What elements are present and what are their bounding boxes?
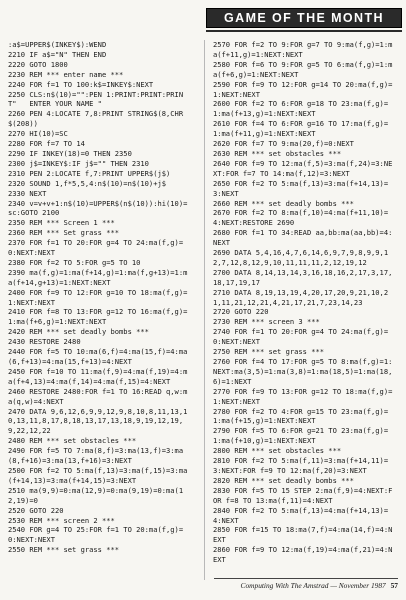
code-line: 2470 DATA 9,6,12,6,9,9,12,9,8,10,8,11,13,10,13,11,8,17,8,18,13,17,13,18,9,19,12,19,9,22,12,22 xyxy=(8,406,188,436)
code-line: 2850 FOR f=15 TO 18:ma(7,f)=4:ma(14,f)=4:NEXT xyxy=(213,525,393,545)
code-line: 2760 FOR f=4 TO 17:FOR g=5 TO 8:ma(f,g)=1:NEXT:ma(3,5)=1:ma(3,8)=1:ma(18,5)=1:ma(18,6)=1:NEXT xyxy=(213,357,393,386)
code-line: 2810 FOR f=2 TO 5:ma(f,11)=3:ma(f+14,11)=3:NEXT:FOR f=9 TO 12:ma(f,20)=3:NEXT xyxy=(213,456,389,475)
code-line: 2320 SOUND 1,f*5,5,4:n$(10)=n$(10)+j$ xyxy=(8,178,167,188)
code-line: 2590 FOR f=9 TO 12:FOR g=14 TO 20:ma(f,g)=1:NEXT:NEXT xyxy=(213,79,393,99)
footer-rule xyxy=(214,578,398,579)
code-line: 2400 FOR f=9 TO 12:FOR g=10 TO 18:ma(f,g)=1:NEXT:NEXT xyxy=(8,287,188,307)
code-line: 2430 RESTORE 2480 xyxy=(8,337,81,347)
code-line: 2660 REM *** set deadly bombs *** xyxy=(213,198,354,208)
code-line: 2680 FOR f=1 TO 34:READ aa,bb:ma(aa,bb)=4:NEXT xyxy=(213,228,393,248)
column-divider xyxy=(204,40,205,580)
code-line: 2610 FOR f=4 TO 6:FOR g=16 TO 17:ma(f,g)=1:ma(f+11,g)=1:NEXT:NEXT xyxy=(213,119,389,139)
code-line: 2240 FOR f=1 TO 100:k$=INKEY$:NEXT xyxy=(8,79,154,89)
section-title: GAME OF THE MONTH xyxy=(224,11,384,25)
code-line: 2230 REM *** enter name *** xyxy=(8,69,124,79)
code-line: 2650 FOR f=2 TO 5:ma(f,13)=3:ma(f+14,13)=3:NEXT xyxy=(213,178,389,198)
code-line: 2710 DATA 8,19,13,19,4,20,17,20,9,21,10,21,11,21,12,21,4,21,17,21,7,23,14,23 xyxy=(213,287,389,307)
code-line: 2440 FOR f=5 TO 10:ma(6,f)=4:ma(15,f)=4:ma(6,f+13)=4:ma(15,f+13)=4:NEXT xyxy=(8,347,188,366)
code-line: 2310 PEN 2:LOCATE f,7:PRINT UPPER$(j$) xyxy=(8,168,171,178)
code-line: 2370 FOR f=1 TO 20:FOR g=4 TO 24:ma(f,g)=0:NEXT:NEXT xyxy=(8,238,184,258)
code-line: 2250 CLS:n$(10)="":PEN 1:PRINT:PRINT:PRINT" ENTER YOUR NAME " xyxy=(8,89,184,109)
code-line: 2490 FOR f=5 TO 7:ma(8,f)=3:ma(13,f)=3:ma(8,f+16)=3:ma(13,f+16)=3:NEXT xyxy=(8,446,184,466)
code-line: 2800 REM *** set obstacles *** xyxy=(213,446,342,456)
code-line: 2640 FOR f=9 TO 12:ma(f,5)=3:ma(f,24)=3:NEXT:FOR f=7 TO 14:ma(f,12)=3:NEXT xyxy=(213,158,393,178)
code-line: 2210 IF a$="N" THEN END xyxy=(8,49,107,59)
code-line: 2330 NEXT xyxy=(8,188,47,198)
page-footer xyxy=(241,581,398,590)
code-line: 2580 FOR f=6 TO 9:FOR g=5 TO 6:ma(f,g)=1:ma(f+6,g)=1:NEXT:NEXT xyxy=(213,59,393,79)
code-line: 2530 REM *** screen 2 *** xyxy=(8,515,115,525)
code-line: 2750 REM *** set grass *** xyxy=(213,347,325,357)
code-line: 2520 GOTO 220 xyxy=(8,505,64,515)
code-line: 2820 REM *** set deadly bombs *** xyxy=(213,475,354,485)
program-listing-right-column xyxy=(213,40,395,565)
code-line: :a$=UPPER$(INKEY$):WEND xyxy=(8,40,107,49)
code-line: 2600 FOR f=2 TO 6:FOR g=18 TO 23:ma(f,g)=1:ma(f+13,g)=1:NEXT:NEXT xyxy=(213,99,389,119)
code-line: 2290 IF INKEY(18)=0 THEN 2350 xyxy=(8,148,132,158)
code-line: 2280 FOR f=7 TO 14 xyxy=(8,139,85,149)
code-line: 2390 ma(f,g)=1:ma(f+14,g)=1:ma(f,g+13)=1:ma(f+14,g+13)=1:NEXT:NEXT xyxy=(8,267,188,287)
code-line: 2670 FOR f=2 TO 8:ma(f,10)=4:ma(f+11,10)=4:NEXT:RESTORE 2690 xyxy=(213,208,389,228)
code-line: 2540 FOR g=4 TO 25:FOR f=1 TO 20:ma(f,g)=0:NEXT:NEXT xyxy=(8,525,184,545)
code-line: 2620 FOR f=7 TO 9:ma(20,f)=0:NEXT xyxy=(213,139,354,149)
code-line: 2410 FOR f=8 TO 13:FOR g=12 TO 16:ma(f,g)=1:ma(f+6,g)=1:NEXT:NEXT xyxy=(8,307,188,327)
program-listing-left-column xyxy=(8,40,190,555)
code-line: 2740 FOR f=1 TO 20:FOR g=4 TO 24:ma(f,g)=0:NEXT:NEXT xyxy=(213,327,389,347)
code-line: 2340 v=v+v+1:n$(10)=UPPER$(n$(10)):hi(10)=sc:GOTO 2100 xyxy=(8,198,188,218)
banner-underline xyxy=(206,30,402,32)
code-line: 2460 RESTORE 2480:FOR f=1 TO 16:READ q,w:ma(q,w)=4:NEXT xyxy=(8,386,188,406)
code-line: 2300 j$=INKEY$:IF j$="" THEN 2310 xyxy=(8,158,149,168)
code-line: 2550 REM *** set grass *** xyxy=(8,545,120,555)
code-line: 2350 REM *** Screen 1 *** xyxy=(8,218,115,228)
code-line: 2790 FOR f=5 TO 6:FOR g=21 TO 23:ma(f,g)=1:ma(f+10,g)=1:NEXT:NEXT xyxy=(213,426,389,446)
page-number: 57 xyxy=(390,581,398,590)
code-line: 2450 FOR f=10 TO 11:ma(f,9)=4:ma(f,19)=4:ma(f+4,13)=4:ma(f,14)=4:ma(f,15)=4:NEXT xyxy=(8,366,188,386)
code-line: 2570 FOR f=2 TO 9:FOR g=7 TO 9:ma(f,g)=1:ma(f+11,g)=1:NEXT:NEXT xyxy=(213,40,393,59)
code-line: 2220 GOTO 1800 xyxy=(8,59,68,69)
code-line: 2380 FOR f=2 TO 5:FOR g=5 TO 10 xyxy=(8,257,141,267)
code-line: 2770 FOR f=9 TO 13:FOR g=12 TO 18:ma(f,g)=1:NEXT:NEXT xyxy=(213,386,393,406)
section-banner xyxy=(206,8,402,28)
code-line: 2270 HI(10)=SC xyxy=(8,129,68,139)
code-line: 2830 FOR f=5 TO 15 STEP 2:ma(f,9)=4:NEXT:FOR f=8 TO 13:ma(f,11)=4:NEXT xyxy=(213,485,393,505)
code-line: 2840 FOR f=2 TO 5:ma(f,13)=4:ma(f+14,13)=4:NEXT xyxy=(213,505,389,525)
code-line: 2780 FOR f=2 TO 4:FOR g=15 TO 23:ma(f,g)=1:ma(f+15,g)=1:NEXT:NEXT xyxy=(213,406,389,426)
code-line: 2360 REM *** Set grass *** xyxy=(8,228,120,238)
code-line: 2700 DATA 8,14,13,14,3,16,18,16,2,17,3,17,18,17,19,17 xyxy=(213,267,393,287)
code-line: 2480 REM *** set obstacles *** xyxy=(8,436,137,446)
code-line: 2630 REM *** set obstacles *** xyxy=(213,148,342,158)
code-line: 2690 DATA 5,4,16,4,7,6,14,6,9,7,9,8,9,9,12,7,12,8,12,9,10,11,11,11,2,12,19,12 xyxy=(213,248,389,267)
code-line: 2420 REM *** set deadly bombs *** xyxy=(8,327,149,337)
code-line: 2720 GOTO 220 xyxy=(213,307,269,317)
code-line: 2500 FOR f=2 TO 5:ma(f,13)=3:ma(f,15)=3:ma(f+14,13)=3:ma(f+14,15)=3:NEXT xyxy=(8,465,188,485)
code-line: 2510 ma(9,9)=0:ma(12,9)=0:ma(9,19)=0:ma(12,19)=0 xyxy=(8,485,184,505)
code-line: 2260 PEN 4:LOCATE 7,8:PRINT STRING$(8,CHR$(208)) xyxy=(8,109,184,129)
code-line: 2730 REM *** screen 3 *** xyxy=(213,317,320,327)
code-line: 2860 FOR f=9 TO 12:ma(f,19)=4:ma(f,21)=4:NEXT xyxy=(213,545,393,565)
footer-publication: Computing With The Amstrad — November 1987 xyxy=(240,581,386,590)
